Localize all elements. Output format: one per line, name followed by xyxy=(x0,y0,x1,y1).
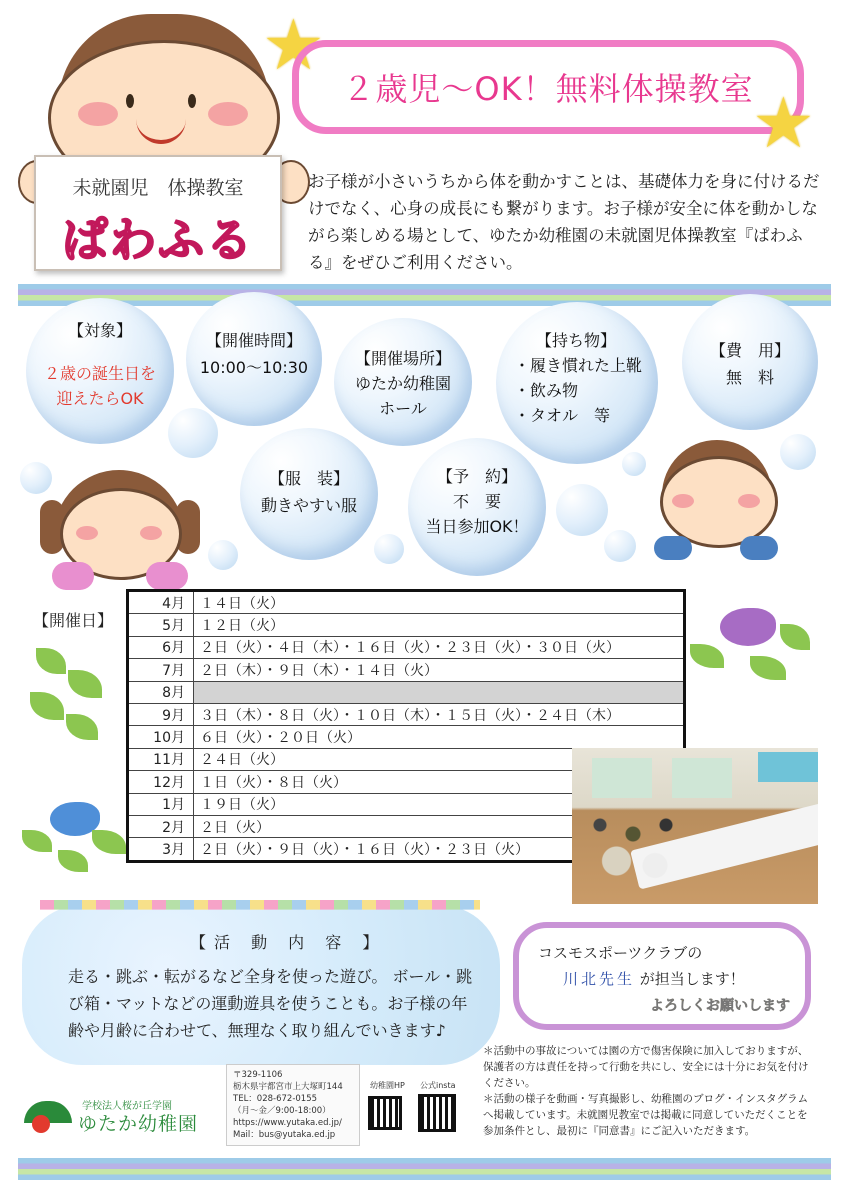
leaf xyxy=(750,656,786,680)
qr-code-insta-icon[interactable] xyxy=(418,1094,456,1132)
sleeve-left xyxy=(654,536,692,560)
month-cell: 2月 xyxy=(128,815,194,837)
cheek-right xyxy=(140,526,162,540)
clothes-heading: 【服 装】 xyxy=(268,469,349,488)
cheek-right xyxy=(208,102,248,126)
contact-address: 栃木県宇都宮市上大塚町144 xyxy=(233,1082,343,1092)
star-icon: ★ xyxy=(262,4,325,86)
time-heading: 【開催時間】 xyxy=(205,331,302,350)
dates-cell: ６日（火）・２０日（火） xyxy=(194,726,685,748)
dates-cell: ２日（火）・４日（木）・１６日（火）・２３日（火）・３０日（火） xyxy=(194,636,685,658)
bubble-cost xyxy=(682,294,818,430)
table-row xyxy=(128,681,685,703)
small-bubble xyxy=(780,434,816,470)
month-cell: 6月 xyxy=(128,636,194,658)
coach-line-1: コスモスポーツクラブの xyxy=(538,944,703,962)
month-cell: 1月 xyxy=(128,793,194,815)
title-frame xyxy=(292,40,804,134)
girl-illustration xyxy=(40,470,200,592)
place-line-2: ホール xyxy=(379,399,427,418)
sleeve-right xyxy=(740,536,778,560)
items-line-1: ・履き慣れた上靴 xyxy=(514,356,643,375)
items-line-2: ・飲み物 xyxy=(514,381,579,400)
dates-cell: ２日（火） xyxy=(194,815,685,837)
table-row xyxy=(128,726,685,748)
month-cell: 10月 xyxy=(128,726,194,748)
leaf xyxy=(36,648,66,674)
small-bubble xyxy=(556,484,608,536)
leaf xyxy=(780,624,810,650)
note-item: ＊活動の様子を動画・写真撮影し、幼稚園のブログ・インスタグラムへ掲載しています。未就園児教室では掲載に同意していただくことを参加条件とし、最初に『同意書』にご記入いただきます。 xyxy=(483,1093,809,1137)
cheek-left xyxy=(672,494,694,508)
table-row xyxy=(128,703,685,725)
bubble-items xyxy=(496,302,658,464)
activity-text: 走る・跳ぶ・転がるなど全身を使った遊び。 ボール・跳び箱・マットなどの運動遊具を使うことも。お子様の年齢や月齢に合わせて、無理なく取り組んでいきます♪ xyxy=(68,967,473,1040)
dates-cell: １９日（火） xyxy=(194,793,685,815)
contact-tel: TEL：028-672-0155 xyxy=(233,1094,318,1104)
sleeve-right xyxy=(146,562,188,590)
bubble-clothes xyxy=(240,428,378,560)
contact-info xyxy=(226,1064,360,1146)
bubble-time xyxy=(186,292,322,426)
clothes-line-1: 動きやすい服 xyxy=(260,496,357,515)
cheek-left xyxy=(78,102,118,126)
leaf xyxy=(22,830,52,852)
leaf xyxy=(66,714,98,740)
purple-bird-icon xyxy=(720,608,776,646)
target-line-1: ２歳の誕生日を xyxy=(43,364,156,383)
photo-window xyxy=(672,758,732,798)
notes xyxy=(483,1043,817,1139)
schedule-label: 【開催日】 xyxy=(33,611,114,630)
leaf xyxy=(30,692,64,720)
time-line-1: 10:00〜10:30 xyxy=(199,358,309,377)
cost-heading: 【費 用】 xyxy=(709,341,790,360)
divider-stripe-bottom xyxy=(18,1158,831,1180)
school-emblem-icon xyxy=(24,1101,72,1133)
month-cell: 9月 xyxy=(128,703,194,725)
dates-cell: ２日（木）・９日（木）・１４日（火） xyxy=(194,659,685,681)
dates-cell: １日（火）・８日（火） xyxy=(194,771,685,793)
table-row xyxy=(128,636,685,658)
photo-window xyxy=(592,758,652,798)
eye-right xyxy=(188,94,196,108)
photo-people xyxy=(578,798,688,888)
cheek-left xyxy=(76,526,98,540)
table-row xyxy=(128,614,685,636)
small-bubble xyxy=(622,452,646,476)
qr-insta-label: 公式insta xyxy=(420,1081,456,1090)
month-cell: 8月 xyxy=(128,681,194,703)
items-heading: 【持ち物】 xyxy=(536,331,617,350)
coach-greeting: よろしくお願いします xyxy=(650,998,790,1014)
contact-hours: （月〜金／9:00-18:00） xyxy=(233,1106,331,1116)
sleeve-left xyxy=(52,562,94,590)
emblem-red-dot xyxy=(32,1115,50,1133)
school-prefix: 学校法人桜が丘学園 xyxy=(82,1101,172,1112)
boy-illustration-small xyxy=(654,440,784,570)
small-bubble xyxy=(604,530,636,562)
month-cell: 3月 xyxy=(128,838,194,861)
coach-line-2 xyxy=(563,968,745,989)
place-line-1: ゆたか幼稚園 xyxy=(354,374,451,393)
target-line-2: 迎えたらOK xyxy=(56,389,144,408)
qr-code-hp-icon[interactable] xyxy=(368,1096,402,1130)
leaf-branch-illustration xyxy=(26,640,112,760)
class-photo xyxy=(572,748,818,904)
month-cell: 7月 xyxy=(128,659,194,681)
month-cell: 4月 xyxy=(128,591,194,614)
sign-subtitle: 未就園児 体操教室 xyxy=(72,177,244,199)
small-bubble xyxy=(168,408,218,458)
school-logo xyxy=(24,1097,224,1137)
qr-hp-label: 幼稚園HP xyxy=(370,1081,405,1090)
boy-illustration xyxy=(40,10,290,170)
photo-stage xyxy=(758,752,818,782)
table-row xyxy=(128,591,685,614)
intro-text: お子様が小さいうちから体を動かすことは、基礎体力を身に付けるだけでなく、心身の成長にも繋がります。お子様が安全に体を動かしながら楽しめる場として、ゆたか幼稚園の未就園児体操教室『ぱわふる』をぜひご利用ください。 xyxy=(308,172,820,272)
cheek-right xyxy=(738,494,760,508)
bubble-target xyxy=(26,298,174,444)
dates-cell xyxy=(194,681,685,703)
items-line-3: ・タオル 等 xyxy=(514,406,611,425)
school-name: ゆたか幼稚園 xyxy=(78,1113,199,1135)
reservation-line-2: 当日参加OK！ xyxy=(425,517,529,536)
reservation-heading: 【予 約】 xyxy=(436,467,517,486)
cost-line-1: 無 料 xyxy=(725,368,774,387)
contact-zip: 〒329-1106 xyxy=(233,1070,283,1080)
eye-left xyxy=(126,94,134,108)
bird-branch-illustration xyxy=(690,604,816,692)
table-row xyxy=(128,659,685,681)
coach-teacher-name: 川北先生 xyxy=(563,970,636,988)
contact-mail: Mail：bus@yutaka.ed.jp xyxy=(233,1130,336,1140)
dates-cell: ２日（火）・９日（火）・１６日（火）・２３日（火） xyxy=(194,838,685,861)
dates-cell: ３日（木）・８日（火）・１０日（木）・１５日（火）・２４日（木） xyxy=(194,703,685,725)
month-cell: 12月 xyxy=(128,771,194,793)
contact-url: https://www.yutaka.ed.jp/ xyxy=(233,1118,342,1128)
leaf xyxy=(68,670,102,698)
small-bubble xyxy=(374,534,404,564)
dates-cell: １４日（火） xyxy=(194,591,685,614)
star-icon: ★ xyxy=(752,82,815,164)
bubble-place xyxy=(334,318,472,446)
dates-cell: １２日（火） xyxy=(194,614,685,636)
dates-cell: ２４日（火） xyxy=(194,748,685,770)
month-cell: 11月 xyxy=(128,748,194,770)
activity-title: 【活 動 内 容 】 xyxy=(190,933,387,952)
leaf xyxy=(690,644,724,668)
page-title: ２歳児〜OK！無料体操教室 xyxy=(342,70,754,108)
sign-logo: ぱわふる xyxy=(62,213,254,267)
bird-branch-illustration xyxy=(22,800,134,880)
leaf xyxy=(58,850,88,872)
small-bubble xyxy=(208,540,238,570)
divider-stripe-top xyxy=(18,284,831,306)
month-cell: 5月 xyxy=(128,614,194,636)
bubble-reservation xyxy=(408,438,546,576)
sign-board xyxy=(34,155,282,271)
place-heading: 【開催場所】 xyxy=(354,349,451,368)
reservation-line-1: 不 要 xyxy=(452,492,501,511)
note-item: ＊活動中の事故については園の方で傷害保険に加入しておりますが、保護者の方は責任を持って行動を共にし、安全には十分にお気を付けください。 xyxy=(483,1045,809,1089)
coach-line-2-suffix: が担当します！ xyxy=(639,970,745,988)
leaf xyxy=(92,830,126,854)
target-heading: 【対象】 xyxy=(67,321,132,340)
